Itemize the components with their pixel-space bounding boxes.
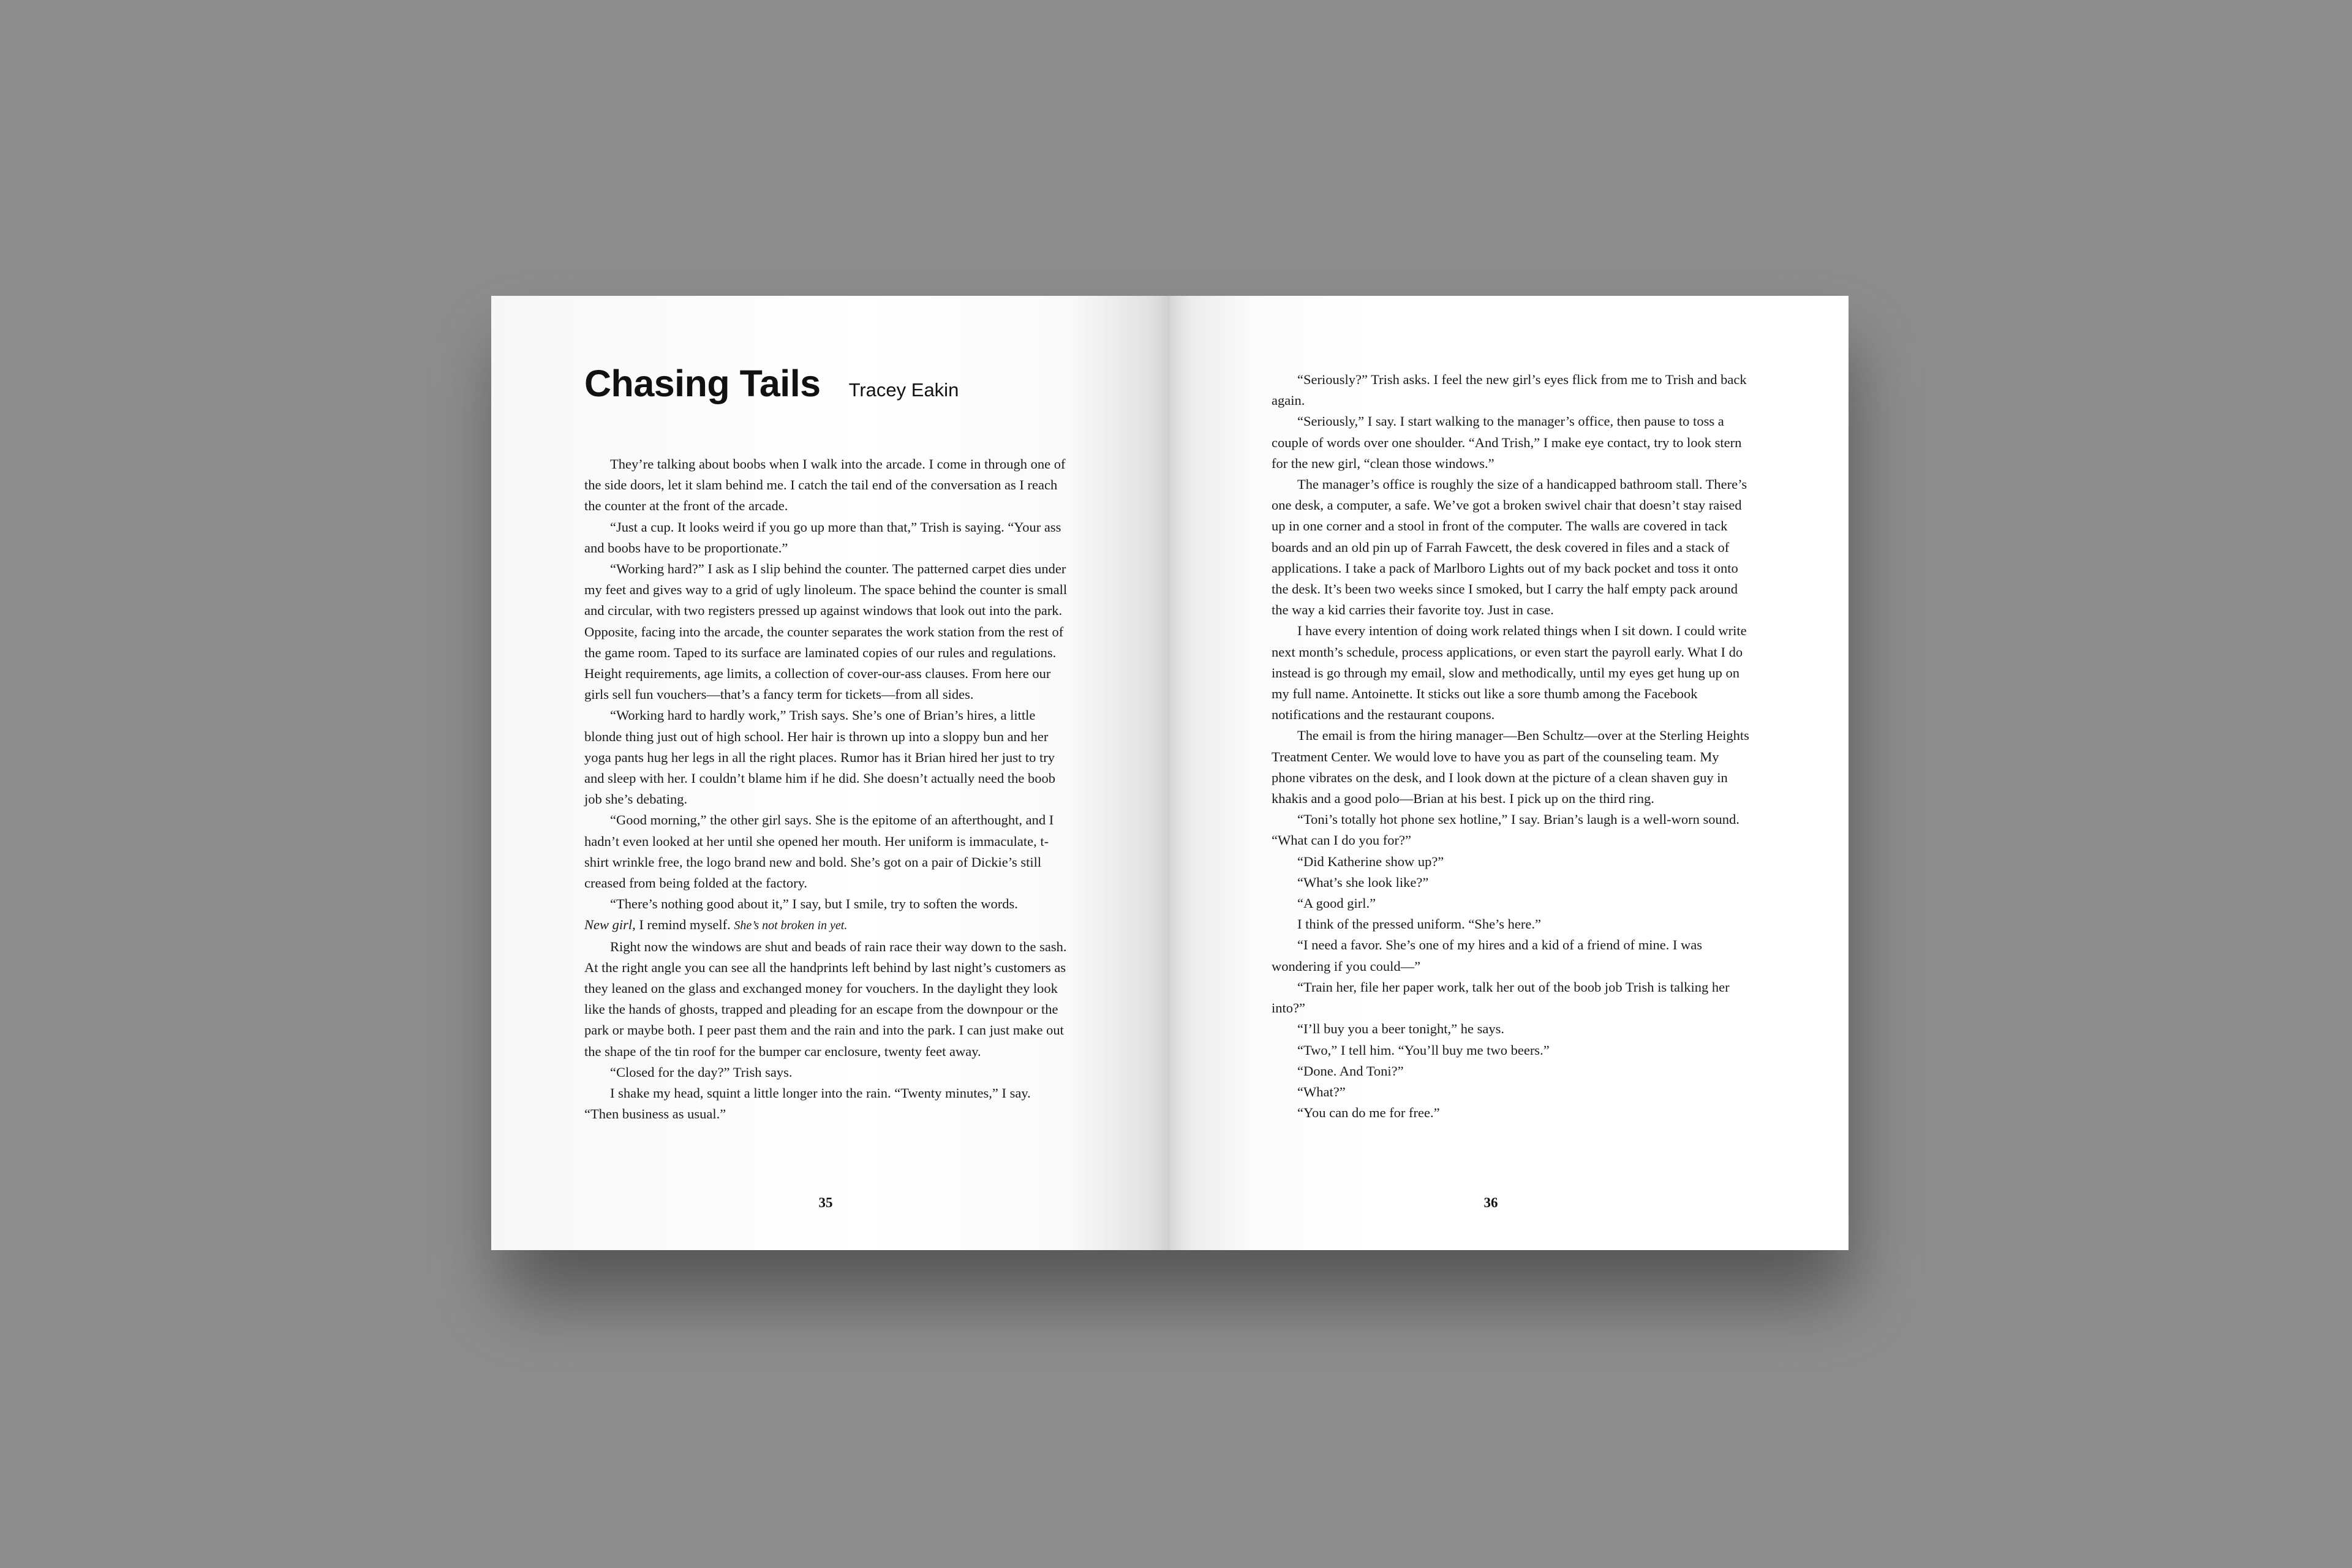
paragraph: I have every intention of doing work related things when I sit down. I could write next month’s schedule, process applications, or even start the payroll early. What I do instead is go through my email, slow and methodically, until my eyes get hung up on my full name. Antoinette. It sticks out like a sore thumb among the Facebook notifications and the restaurant coupons. xyxy=(1272,623,1747,723)
paragraph: “Seriously,” I say. I start walking to the manager’s office, then pause to toss a couple of words over one shoulder. “And Trish,” I make eye contact, try to look stern for the new girl, “clean those windows.” xyxy=(1272,413,1742,471)
paragraph: Right now the windows are shut and beads of rain race their way down to the sash. At the right angle you can see all the handprints left behind by last night’s customers as they leaned on the glass and exchanged money for vouchers. In the daylight they look like the hands of ghosts, trapped and pleading for an escape from the downpour or the park or maybe both. I peer past them and the rain and into the park. I can just make out the shape of the tin roof for the bumper car enclosure, twenty feet away. xyxy=(584,938,1067,1059)
paragraph: “Working hard to hardly work,” Trish says. She’s one of Brian’s hires, a little blonde thing just out of high school. Her hair is thrown up into a sloppy bun and her yoga pants hug her legs in all the right places. Rumor has it Brian hired her just to try and sleep with her. I couldn’t blame him if he did. She doesn’t actually need the boob job she’s debating. xyxy=(584,707,1055,807)
paragraph: “Just a cup. It looks weird if you go up more than that,” Trish is saying. “Your ass and boobs have to be proportionate.” xyxy=(584,519,1061,556)
paragraph: “I need a favor. She’s one of my hires and a kid of a friend of mine. I was wondering if you could—” xyxy=(1272,937,1703,974)
paragraph: “Did Katherine show up?” xyxy=(1297,853,1444,869)
paragraph: They’re talking about boobs when I walk into the arcade. I come in through one of the side doors, let it slam behind me. I catch the tail end of the conversation as I reach the counter at the front of the arcade. xyxy=(584,456,1066,514)
left-page-body xyxy=(584,454,1068,1125)
italic-thought-line xyxy=(584,914,1068,936)
page-number: 36 xyxy=(1483,1195,1498,1210)
right-page xyxy=(1170,296,1849,1250)
paragraph: “Good morning,” the other girl says. She is the epitome of an afterthought, and I hadn’t even looked at her until she opened her mouth. Her uniform is immaculate, t-shirt wrinkle free, the logo brand new and bold. She’s got on a pair of Dickie’s still creased from being folded at the factory. xyxy=(584,812,1054,891)
italic-phrase: She’s not broken in yet. xyxy=(734,919,848,933)
paragraph: The email is from the hiring manager—Ben Schultz—over at the Sterling Heights Treatment Center. We would love to have you as part of the counseling team. My phone vibrates on the desk, and I look down at the picture of a clean shaven guy in khakis and a good polo—Brian at his best. I pick up on the third ring. xyxy=(1272,728,1749,807)
left-page xyxy=(491,296,1170,1250)
paragraph: I shake my head, squint a little longer into the rain. “Twenty minutes,” I say. “Then business as usual.” xyxy=(584,1085,1031,1122)
paragraph: “Working hard?” I ask as I slip behind the counter. The patterned carpet dies under my feet and gives way to a grid of ugly linoleum. The space behind the counter is small and circular, with two registers pressed up against windows that look out into the park. Opposite, facing into the arcade, the counter separates the work station from the rest of the game room. Taped to its surface are laminated copies of our rules and regulations. Height requirements, age limits, a collection of cover-our-ass clauses. From here our girls sell fun vouchers—that’s a fancy term for tickets—from all sides. xyxy=(584,561,1068,703)
paragraph: “There’s nothing good about it,” I say, but I smile, try to soften the words. xyxy=(610,896,1018,912)
story-title: Chasing Tails xyxy=(584,363,821,404)
paragraph: “A good girl.” xyxy=(1297,895,1376,911)
paragraph: “I’ll buy you a beer tonight,” he says. xyxy=(1297,1021,1505,1037)
story-header xyxy=(584,362,959,405)
right-page-body xyxy=(1272,369,1755,1123)
paragraph: “Toni’s totally hot phone sex hotline,” I say. Brian’s laugh is a well-worn sound. “What can I do you for?” xyxy=(1272,812,1740,848)
italic-phrase: New girl, xyxy=(584,917,636,933)
page-number: 35 xyxy=(818,1195,833,1210)
paragraph: “Seriously?” Trish asks. I feel the new girl’s eyes flick from me to Trish and back again. xyxy=(1272,372,1747,409)
plain-phrase: I remind myself. xyxy=(635,917,734,933)
paragraph: “Done. And Toni?” xyxy=(1297,1063,1404,1079)
paragraph: I think of the pressed uniform. “She’s here.” xyxy=(1297,916,1542,932)
paragraph: The manager’s office is roughly the size of a handicapped bathroom stall. There’s one desk, a computer, a safe. We’ve got a broken swivel chair that doesn’t stay raised up in one corner and a stool in front of the computer. The walls are covered in tack boards and an old pin up of Farrah Fawcett, the desk covered in files and a stack of applications. I take a pack of Marlboro Lights out of my back pocket and toss it onto the desk. It’s been two weeks since I smoked, but I carry the half empty pack around the way a kid carries their favorite toy. Just in case. xyxy=(1272,477,1747,618)
paragraph: “What’s she look like?” xyxy=(1297,874,1429,890)
paragraph: “What?” xyxy=(1297,1084,1346,1099)
paragraph: “Two,” I tell him. “You’ll buy me two beers.” xyxy=(1297,1042,1550,1058)
paragraph: “You can do me for free.” xyxy=(1297,1105,1440,1121)
story-author: Tracey Eakin xyxy=(848,379,959,401)
paragraph: “Train her, file her paper work, talk her out of the boob job Trish is talking her into?” xyxy=(1272,979,1730,1016)
paragraph: “Closed for the day?” Trish says. xyxy=(610,1064,793,1080)
book-spread xyxy=(491,296,1849,1250)
